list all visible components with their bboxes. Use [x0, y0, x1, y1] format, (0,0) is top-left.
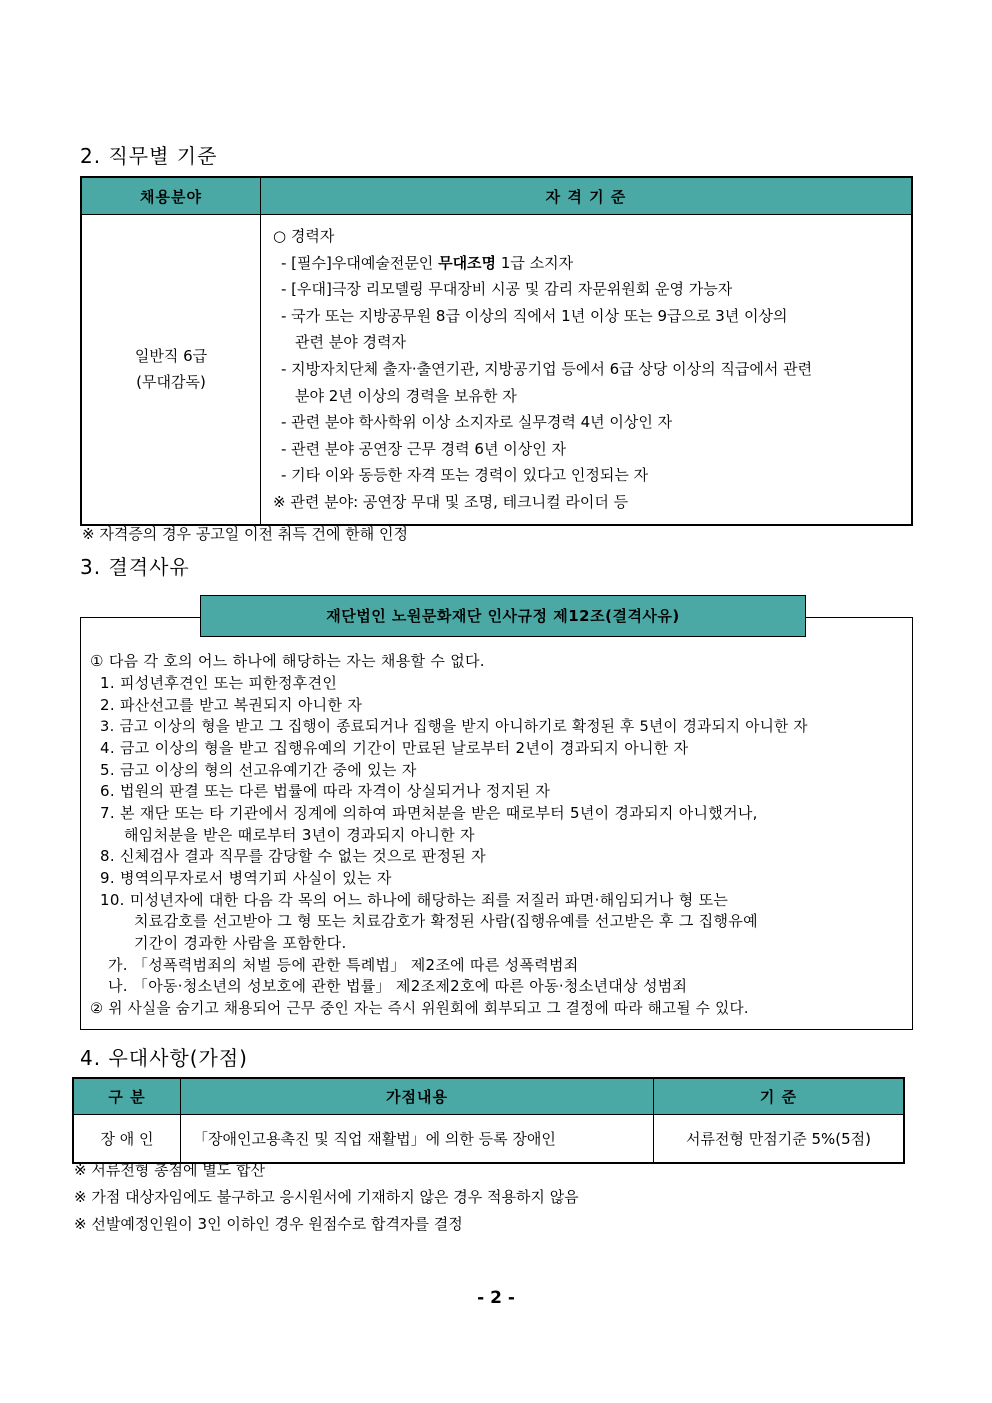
criteria-text: 1급 소지자: [496, 253, 574, 272]
criteria-bold-text: 무대조명: [438, 253, 497, 272]
table-row: [73, 1115, 904, 1164]
criteria-line: 관련 분야 경력자: [295, 333, 406, 352]
reason-line: 나. 「아동·청소년의 성보호에 관한 법률」 제2조제2호에 따른 아동·청소년대상 성범죄: [108, 977, 688, 995]
reason-line: 4. 금고 이상의 형을 받고 집행유예의 기간이 만료된 날로부터 2년이 경과되지 아니한 자: [100, 739, 689, 757]
header-category: 구 분: [73, 1078, 181, 1115]
section-2-title: 2. 직무별 기준: [80, 144, 218, 168]
disqualification-box-title: 재단법인 노원문화재단 인사규정 제12조(결격사유): [200, 595, 806, 637]
criteria-line: ○ 경력자: [273, 227, 335, 245]
reason-line: ② 위 사실을 숨기고 채용되어 근무 중인 자는 즉시 위원회에 회부되고 그 결정에 따라 해고될 수 있다.: [90, 1000, 749, 1017]
reason-line: ① 다음 각 호의 어느 하나에 해당하는 자는 채용할 수 없다.: [90, 652, 485, 670]
criteria-line: - 기타 이와 동등한 자격 또는 경력이 있다고 인정되는 자: [281, 466, 649, 485]
section-4-title: 4. 우대사항(가점): [80, 1046, 248, 1070]
reason-line: 치료감호를 선고받아 그 형 또는 치료감호가 확정된 사람(집행유예를 선고받은 후 그 집행유예: [134, 912, 758, 930]
section-4-note: ※ 선발예정인원이 3인 이하인 경우 원점수로 합격자를 결정: [74, 1215, 463, 1233]
criteria-line: ※ 관련 분야: 공연장 무대 및 조명, 테크니컬 라이더 등: [273, 492, 629, 511]
reason-line: 5. 금고 이상의 형의 선고유예기간 중에 있는 자: [100, 761, 417, 779]
criteria-cell: [261, 215, 913, 525]
reason-line: 9. 병역의무자로서 병역기피 사실이 있는 자: [100, 869, 392, 887]
header-standard: 기 준: [654, 1078, 905, 1115]
section-2-note: ※ 자격증의 경우 공고일 이전 취득 건에 한해 인정: [82, 525, 409, 543]
section-4-note: ※ 가점 대상자임에도 불구하고 응시원서에 기재하지 않은 경우 적용하지 않음: [74, 1188, 579, 1206]
header-field: 채용분야: [81, 177, 261, 215]
page-number: - 2 -: [477, 1288, 515, 1308]
reason-line: 가. 「성폭력범죄의 처벌 등에 관한 특례법」 제2조에 따른 성폭력범죄: [108, 956, 579, 974]
field-line-1: 일반직 6급: [134, 347, 208, 366]
criteria-line: - 관련 분야 공연장 근무 경력 6년 이상인 자: [281, 439, 566, 458]
preference-table: [72, 1077, 905, 1164]
criteria-text: - [필수]우대예술전문인: [281, 253, 439, 272]
section-4-note: ※ 서류전형 총점에 별도 합산: [74, 1161, 266, 1179]
criteria-line: - [우대]극장 리모델링 무대장비 시공 및 감리 자문위원회 운영 가능자: [281, 280, 733, 299]
reason-line: 7. 본 재단 또는 타 기관에서 징계에 의하여 파면처분을 받은 때로부터 5년이 경과되지 아니했거나,: [100, 804, 758, 822]
criteria-line: 분야 2년 이상의 경력을 보유한 자: [295, 386, 517, 405]
reason-line: 1. 피성년후견인 또는 피한정후견인: [100, 674, 338, 692]
reason-line: 2. 파산선고를 받고 복권되지 아니한 자: [100, 696, 363, 714]
criteria-line: - 국가 또는 지방공무원 8급 이상의 직에서 1년 이상 또는 9급으로 3년 이상의: [281, 306, 788, 325]
content-cell: 「장애인고용촉진 및 직업 재활법」에 의한 등록 장애인: [181, 1115, 654, 1164]
table-row: [81, 215, 912, 525]
table-header-row: [81, 177, 912, 215]
criteria-line: - 관련 분야 학사학위 이상 소지자로 실무경력 4년 이상인 자: [281, 413, 673, 432]
field-line-2: (무대감독): [136, 373, 206, 392]
criteria-line: [273, 250, 901, 277]
criteria-line: - 지방자치단체 출자·출연기관, 지방공기업 등에서 6급 상당 이상의 직급에서 관련: [281, 359, 813, 378]
reason-line: 10. 미성년자에 대한 다음 각 목의 어느 하나에 해당하는 죄를 저질러 파면·해임되거나 형 또는: [100, 891, 729, 909]
field-cell: [81, 215, 261, 525]
standard-cell: 서류전형 만점기준 5%(5점): [654, 1115, 905, 1164]
reason-line: 6. 법원의 판결 또는 다른 법률에 따라 자격이 상실되거나 정지된 자: [100, 782, 551, 800]
reason-line: 3. 금고 이상의 형을 받고 그 집행이 종료되거나 집행을 받지 아니하기로 확정된 후 5년이 경과되지 아니한 자: [100, 718, 808, 735]
reason-line: 해임처분을 받은 때로부터 3년이 경과되지 아니한 자: [124, 826, 475, 844]
job-criteria-table: [80, 176, 913, 526]
category-cell: 장 애 인: [73, 1115, 181, 1164]
header-criteria: 자 격 기 준: [261, 177, 913, 215]
header-content: 가점내용: [181, 1078, 654, 1115]
table-header-row: [73, 1078, 904, 1115]
reason-line: 기간이 경과한 사람을 포함한다.: [134, 934, 347, 952]
section-3-title: 3. 결격사유: [80, 555, 190, 579]
reason-line: 8. 신체검사 결과 직무를 감당할 수 없는 것으로 판정된 자: [100, 847, 486, 865]
